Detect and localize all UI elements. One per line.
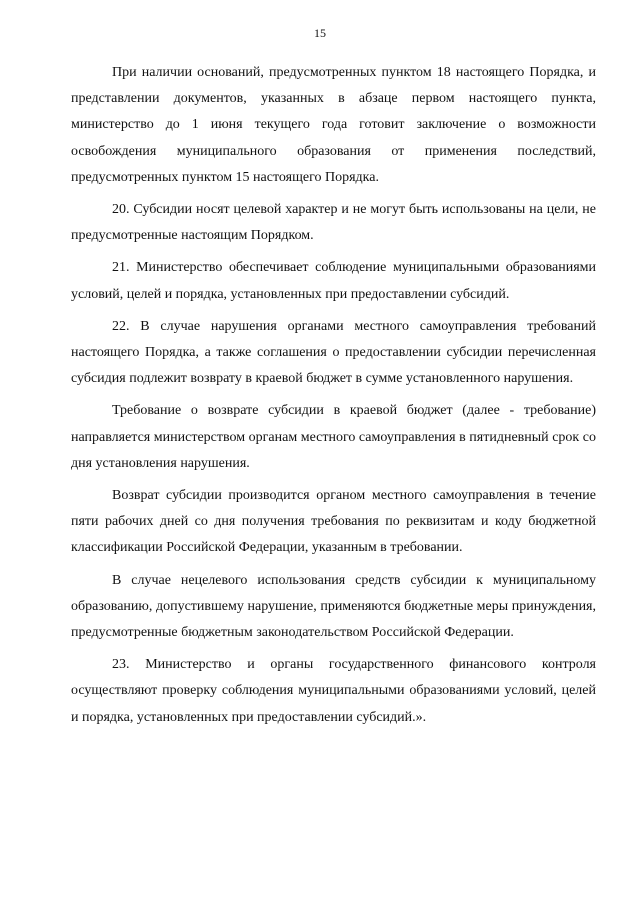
document-body xyxy=(71,60,596,737)
paragraph-refund-request: Требование о возврате субсидии в краевой бюджет (далее - требование) направляется министерством органам местного самоуправления в пятидневный срок со дня установления нарушения. xyxy=(71,403,596,471)
paragraph-item-19-conclusion: При наличии оснований, предусмотренных пунктом 18 настоящего Порядка, и представлении документов, указанных в абзаце первом настоящего пункта, министерство до 1 июня текущего года готовит заключение о возможности освобождения муниципального образования от применения последствий, предусмотренных пунктом 15 настоящего Порядка. xyxy=(71,65,596,185)
page-number: 15 xyxy=(314,26,326,40)
paragraph-item-23: 23. Министерство и органы государственного финансового контроля осуществляют проверку соблюдения муниципальными образованиями условий, целей и порядка, установленных при предоставлении субсидий.». xyxy=(71,657,596,725)
paragraph-misuse-measures: В случае нецелевого использования средств субсидии к муниципальному образованию, допустившему нарушение, применяются бюджетные меры принуждения, предусмотренные бюджетным законодательством Российской Федерации. xyxy=(71,572,596,641)
paragraph-item-22: 22. В случае нарушения органами местного самоуправления требований настоящего Порядка, а также соглашения о предоставлении субсидии перечисленная субсидия подлежит возврату в краевой бюджет в сумме установленного нарушения. xyxy=(71,318,596,387)
paragraph-refund-procedure: Возврат субсидии производится органом местного самоуправления в течение пяти рабочих дней со дня получения требования по реквизитам и коду бюджетной классификации Российской Федерации, указанным в требовании. xyxy=(71,488,596,556)
paragraph-item-21: 21. Министерство обеспечивает соблюдение муниципальными образованиями условий, целей и порядка, установленных при предоставлении субсидий. xyxy=(71,260,596,302)
paragraph-item-20: 20. Субсидии носят целевой характер и не могут быть использованы на цели, не предусмотренные настоящим Порядком. xyxy=(71,202,596,244)
